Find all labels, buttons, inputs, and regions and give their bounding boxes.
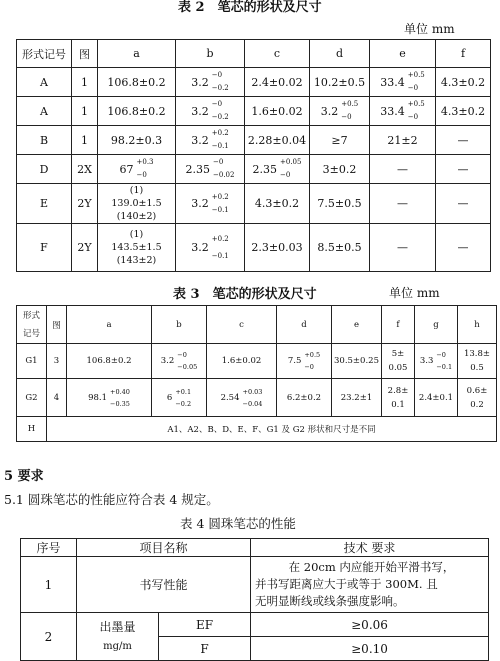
fig-cell: 2X (72, 155, 98, 184)
e-cell: 23.2±1 (332, 379, 382, 417)
b-value: 3.2 (191, 133, 209, 147)
code-cell: G1 (17, 344, 47, 379)
e-cell: — (370, 224, 436, 272)
c-cell: 4.3±0.2 (245, 184, 310, 224)
b-cell (176, 155, 245, 184)
f-line-1: 2.8± (387, 385, 409, 396)
b-value: 3.2 (191, 75, 209, 89)
b-lower-tol: −0.02 (213, 171, 235, 179)
a-cell (98, 155, 176, 184)
header-cell: b (152, 306, 207, 344)
f-cell: — (436, 126, 491, 155)
b-cell (152, 344, 207, 379)
table3 (16, 305, 497, 442)
b-value: 6 (166, 392, 173, 403)
table2-title: 表 2 笔芯的形状及尺寸 (178, 0, 322, 15)
a-lower-tol: −0 (136, 171, 147, 179)
a-upper-tol: +0.40 (110, 387, 130, 396)
a-cell: 98.2±0.3 (98, 126, 176, 155)
b-lower-tol: −0.2 (211, 113, 229, 121)
d-lower-tol: −0 (304, 363, 314, 371)
name-line: 出墨量 (99, 619, 136, 634)
b-lower-tol: −0.2 (175, 399, 192, 408)
e-upper-tol: +0.5 (407, 100, 425, 108)
b-cell (176, 184, 245, 224)
sub-cell: F (159, 637, 251, 661)
section-heading: 5 要求 (4, 469, 44, 484)
d-cell: 6.2±0.2 (277, 379, 332, 417)
requirement-cell (251, 557, 489, 613)
f-cell: 4.3±0.2 (436, 68, 491, 97)
d-cell: 7.5±0.5 (310, 184, 370, 224)
name-cell: 书写性能 (77, 557, 251, 613)
table-row (21, 613, 489, 637)
e-cell: 21±2 (370, 126, 436, 155)
d-upper-tol: +0.5 (341, 100, 359, 108)
header-cell: d (277, 306, 332, 344)
b-cell (176, 68, 245, 97)
table-row (17, 184, 491, 224)
f-cell: 4.3±0.2 (436, 97, 491, 126)
h-cell (458, 344, 497, 379)
c-lower-tol: −0 (280, 171, 291, 179)
header-cell: f (382, 306, 415, 344)
d-value: 3.2 (320, 104, 339, 118)
b-upper-tol: −0 (211, 100, 223, 108)
a-upper-tol: +0.3 (136, 158, 154, 166)
header-cell: b (176, 40, 245, 68)
f-line-2: 0.05 (388, 363, 408, 373)
fig-cell: 1 (72, 126, 98, 155)
sub-cell: EF (159, 613, 251, 637)
d-cell: 8.5±0.5 (310, 224, 370, 272)
fig-cell: 2Y (72, 224, 98, 272)
b-upper-tol: +0.2 (211, 234, 229, 243)
c-cell (207, 379, 277, 417)
b-upper-tol: +0.1 (175, 387, 192, 396)
table-row (21, 557, 489, 613)
header-cell: c (245, 40, 310, 68)
e-cell (370, 97, 436, 126)
a-cell (67, 379, 152, 417)
fig-cell: 1 (72, 97, 98, 126)
fig-cell: 3 (47, 344, 67, 379)
a-cell: 106.8±0.2 (98, 97, 176, 126)
code-cell: D (17, 155, 72, 184)
a-cell (98, 184, 176, 224)
c-upper-tol: +0.05 (280, 158, 302, 166)
fig-cell: 1 (72, 68, 98, 97)
a-value: 67 (119, 162, 134, 176)
header-cell: 图 (72, 40, 98, 68)
e-cell (370, 68, 436, 97)
table4-title: 表 4 圆珠笔芯的性能 (180, 516, 296, 531)
header-cell: d (310, 40, 370, 68)
b-cell (176, 126, 245, 155)
b-upper-tol: +0.2 (211, 192, 229, 201)
c-lower-tol: −0.04 (242, 399, 263, 408)
code-cell: A (17, 97, 72, 126)
b-value: 3.2 (160, 356, 175, 366)
a-line-2: 143.5±1.5 (111, 242, 162, 253)
e-cell: 30.5±0.25 (332, 344, 382, 379)
no-cell: 2 (21, 613, 77, 661)
d-cell: 3±0.2 (310, 155, 370, 184)
header-cell: e (332, 306, 382, 344)
fig-cell: 4 (47, 379, 67, 417)
table2 (16, 39, 491, 272)
b-cell (176, 224, 245, 272)
f-cell: — (436, 224, 491, 272)
table2-unit: 单位 mm (404, 22, 455, 36)
f-cell (382, 379, 415, 417)
e-lower-tol: −0 (407, 113, 419, 121)
f-cell: — (436, 184, 491, 224)
f-line-2: 0.1 (391, 399, 405, 410)
requirement-line-3: 无明显断线或线条强度影响。 (255, 594, 405, 608)
f-cell: — (436, 155, 491, 184)
b-lower-tol: −0.2 (211, 84, 229, 92)
g-cell: 2.4±0.1 (415, 379, 458, 417)
c-cell: 2.3±0.03 (245, 224, 310, 272)
header-cell: a (67, 306, 152, 344)
header-cell: 图 (47, 306, 67, 344)
d-upper-tol: +0.5 (304, 351, 321, 359)
table-row (17, 417, 497, 442)
b-upper-tol: +0.2 (211, 129, 229, 137)
table2-header-row (17, 40, 491, 68)
header-cell: 序号 (21, 539, 77, 557)
f-cell (382, 344, 415, 379)
code-cell: A (17, 68, 72, 97)
e-upper-tol: +0.5 (407, 71, 425, 79)
requirement-line-2: 并书写距离应大于或等于 300M. 且 (255, 577, 438, 591)
no-cell: 1 (21, 557, 77, 613)
header-cell: 项目名称 (77, 539, 251, 557)
b-cell (152, 379, 207, 417)
b-lower-tol: −0.05 (177, 363, 198, 371)
d-cell: 10.2±0.5 (310, 68, 370, 97)
h-line-2: 0.2 (470, 399, 484, 410)
d-cell (310, 97, 370, 126)
code-cell: G2 (17, 379, 47, 417)
name-cell (77, 613, 159, 661)
b-upper-tol: −0 (211, 71, 223, 79)
b-value: 3.2 (191, 104, 209, 118)
code-cell: E (17, 184, 72, 224)
d-value: 7.5 (287, 356, 302, 366)
b-value: 3.2 (191, 197, 209, 210)
a-cell: 106.8±0.2 (98, 68, 176, 97)
b-lower-tol: −0.1 (211, 205, 229, 214)
c-cell: 2.28±0.04 (245, 126, 310, 155)
b-cell (176, 97, 245, 126)
table-row (17, 379, 497, 417)
b-value: 3.2 (191, 241, 209, 254)
header-cell: f (436, 40, 491, 68)
a-cell: 106.8±0.2 (67, 344, 152, 379)
a-cell (98, 224, 176, 272)
b-value: 2.35 (185, 162, 211, 176)
g-lower-tol: −0.1 (436, 363, 453, 371)
c-value: 2.54 (220, 392, 240, 403)
a-line-2: 139.0±1.5 (111, 198, 162, 209)
header-cell: 形式 记号 (17, 306, 47, 344)
value-cell: ≥0.06 (251, 613, 489, 637)
a-line-3: (140±2) (116, 211, 157, 222)
h-cell (458, 379, 497, 417)
header-cell: h (458, 306, 497, 344)
fig-cell: 2Y (72, 184, 98, 224)
table4-header-row (21, 539, 489, 557)
code-cell: H (17, 417, 47, 442)
g-value: 3.3 (419, 356, 434, 366)
table3-header-row (17, 306, 497, 344)
code-cell: F (17, 224, 72, 272)
header-cell: a (98, 40, 176, 68)
b-upper-tol: −0 (213, 158, 224, 166)
table-row (17, 155, 491, 184)
h-description-cell: A1、A2、B、D、E、F、G1 及 G2 形状和尺寸是不同 (47, 417, 497, 442)
header-cell: g (415, 306, 458, 344)
table-row (17, 344, 497, 379)
g-cell (415, 344, 458, 379)
g-upper-tol: −0 (436, 351, 446, 359)
unit-line: mg/m (103, 640, 132, 652)
e-lower-tol: −0 (407, 84, 419, 92)
c-cell (245, 155, 310, 184)
h-line-2: 0.5 (470, 363, 484, 373)
code-cell: B (17, 126, 72, 155)
table-row (17, 68, 491, 97)
section-paragraph: 5.1 圆珠笔芯的性能应符合表 4 规定。 (4, 492, 219, 507)
h-line-1: 13.8± (463, 349, 491, 359)
c-cell: 1.6±0.02 (245, 97, 310, 126)
table3-title: 表 3 笔芯的形状及尺寸 (173, 287, 317, 302)
e-cell: — (370, 184, 436, 224)
b-lower-tol: −0.1 (211, 142, 229, 150)
b-upper-tol: −0 (177, 351, 187, 359)
e-cell: — (370, 155, 436, 184)
value-cell: ≥0.10 (251, 637, 489, 661)
e-value: 33.4 (380, 104, 405, 118)
a-line-1: (1) (129, 229, 144, 240)
table-row (17, 224, 491, 272)
c-upper-tol: +0.03 (242, 387, 263, 396)
h-line-1: 0.6± (466, 385, 488, 396)
c-cell: 1.6±0.02 (207, 344, 277, 379)
d-cell (277, 344, 332, 379)
f-line-1: 5± (391, 349, 405, 359)
e-value: 33.4 (380, 75, 405, 89)
a-line-1: (1) (129, 185, 144, 196)
c-value: 2.35 (252, 162, 278, 176)
a-value: 98.1 (88, 392, 107, 403)
d-cell: ≥7 (310, 126, 370, 155)
c-cell: 2.4±0.02 (245, 68, 310, 97)
d-lower-tol: −0 (341, 113, 352, 121)
header-cell: c (207, 306, 277, 344)
requirement-line-1: 在 20cm 内应能开始平滑书写， (288, 560, 455, 574)
table-row (17, 126, 491, 155)
table4 (20, 538, 489, 661)
table3-unit: 单位 mm (389, 286, 440, 300)
header-cell: 形式记号 (17, 40, 72, 68)
header-cell: e (370, 40, 436, 68)
b-lower-tol: −0.1 (211, 251, 229, 260)
a-lower-tol: −0.35 (110, 399, 130, 408)
a-line-3: (143±2) (116, 255, 157, 266)
header-cell: 技术 要求 (251, 539, 489, 557)
table-row (17, 97, 491, 126)
